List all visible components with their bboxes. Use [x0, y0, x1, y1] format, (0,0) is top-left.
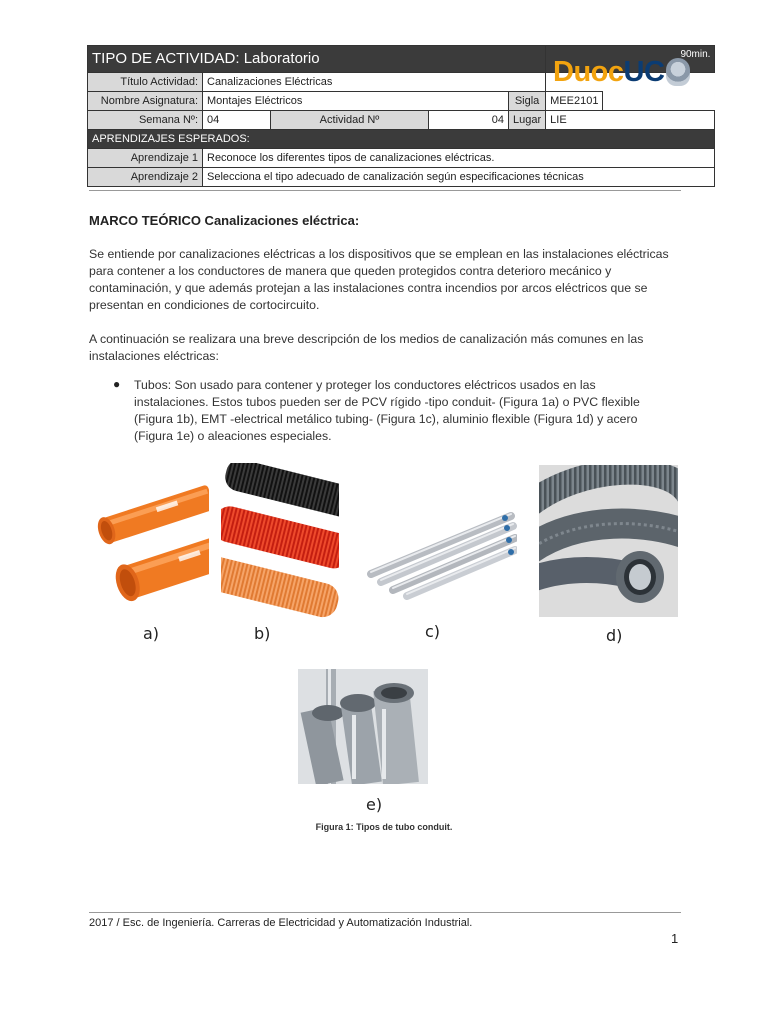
paragraph-definition: Se entiende por canalizaciones eléctricas a los dispositivos que se emplean en las instalaciones eléctricas para contener a los conductores de manera que queden protegidos contra deterioro mecánico y contaminación, y que además protejan a las instalaciones contra incendios por arcos eléctricos que se presentan en condiciones de cortocircuito.	[89, 247, 669, 312]
week-value: 04	[203, 111, 271, 130]
activity-number-label: Actividad Nº	[271, 111, 429, 130]
duration: 90min.	[546, 46, 715, 73]
footer-text: 2017 / Esc. de Ingeniería. Carreras de Electricidad y Automatización Industrial.	[89, 917, 473, 929]
figure-e-label: e)	[366, 795, 383, 814]
paragraph-intro: A continuación se realizara una breve descripción de los medios de canalización más comunes en las instalaciones eléctricas:	[89, 332, 644, 363]
outcomes-header-row	[88, 130, 715, 149]
week-row	[88, 111, 715, 130]
outcome-2-label: Aprendizaje 2	[88, 168, 203, 187]
code-label: Sigla	[509, 92, 546, 111]
footer-divider	[89, 912, 681, 913]
figure-caption: Figura 1: Tipos de tubo conduit.	[315, 822, 453, 832]
header-divider	[89, 190, 681, 191]
bullet-tubos: Tubos: Son usado para contener y proteger los conductores eléctricos usados en las instalaciones. Estos tubos pueden ser de PCV rígido -tipo conduit- (Figura 1a) o PVC flexible (Figura 1b), EMT -electrical metálico tubing- (Figura 1c), aluminio flexible (Figura 1d) y acero (Figura 1e) o aleaciones especiales.	[134, 378, 640, 443]
activity-type: TIPO DE ACTIVIDAD: Laboratorio	[88, 46, 546, 73]
outcome-2-row	[88, 168, 715, 187]
outcome-2-value: Selecciona el tipo adecuado de canalización según especificaciones técnicas	[203, 168, 715, 187]
figure-c-emt-image	[365, 508, 517, 602]
figure-a-pvc-rigid-image	[97, 470, 209, 618]
title-label: Título Actividad:	[88, 73, 203, 92]
outcome-1-row	[88, 149, 715, 168]
outcomes-heading: APRENDIZAJES ESPERADOS:	[88, 130, 715, 149]
subject-label: Nombre Asignatura:	[88, 92, 203, 111]
figure-c-label: c)	[425, 622, 441, 641]
logo-uc-text: UC	[623, 56, 665, 88]
figure-e-steel-image	[298, 669, 428, 784]
figure-d-label: d)	[606, 626, 623, 645]
outcome-1-label: Aprendizaje 1	[88, 149, 203, 168]
figure-b-pvc-flexible-image	[221, 463, 339, 620]
code-value: MEE2101	[546, 92, 603, 111]
duoc-uc-logo	[553, 56, 664, 89]
page-number: 1	[671, 931, 679, 946]
bullet-icon: ●	[113, 377, 121, 391]
logo-duoc-text: Duoc	[553, 56, 624, 88]
figure-a-label: a)	[143, 624, 160, 643]
week-label: Semana Nº:	[88, 111, 203, 130]
place-value: LIE	[546, 111, 715, 130]
outcome-1-value: Reconoce los diferentes tipos de canalizaciones eléctricas.	[203, 149, 715, 168]
title-value: Canalizaciones Eléctricas	[203, 73, 546, 92]
section-heading: MARCO TEÓRICO Canalizaciones eléctrica:	[89, 213, 360, 228]
figure-d-flexible-aluminium-image	[539, 465, 678, 617]
figure-b-label: b)	[254, 624, 271, 643]
activity-number-value: 04	[429, 111, 509, 130]
university-seal-icon	[666, 58, 690, 86]
subject-value: Montajes Eléctricos	[203, 92, 509, 111]
place-label: Lugar	[509, 111, 546, 130]
subject-row	[88, 92, 715, 111]
